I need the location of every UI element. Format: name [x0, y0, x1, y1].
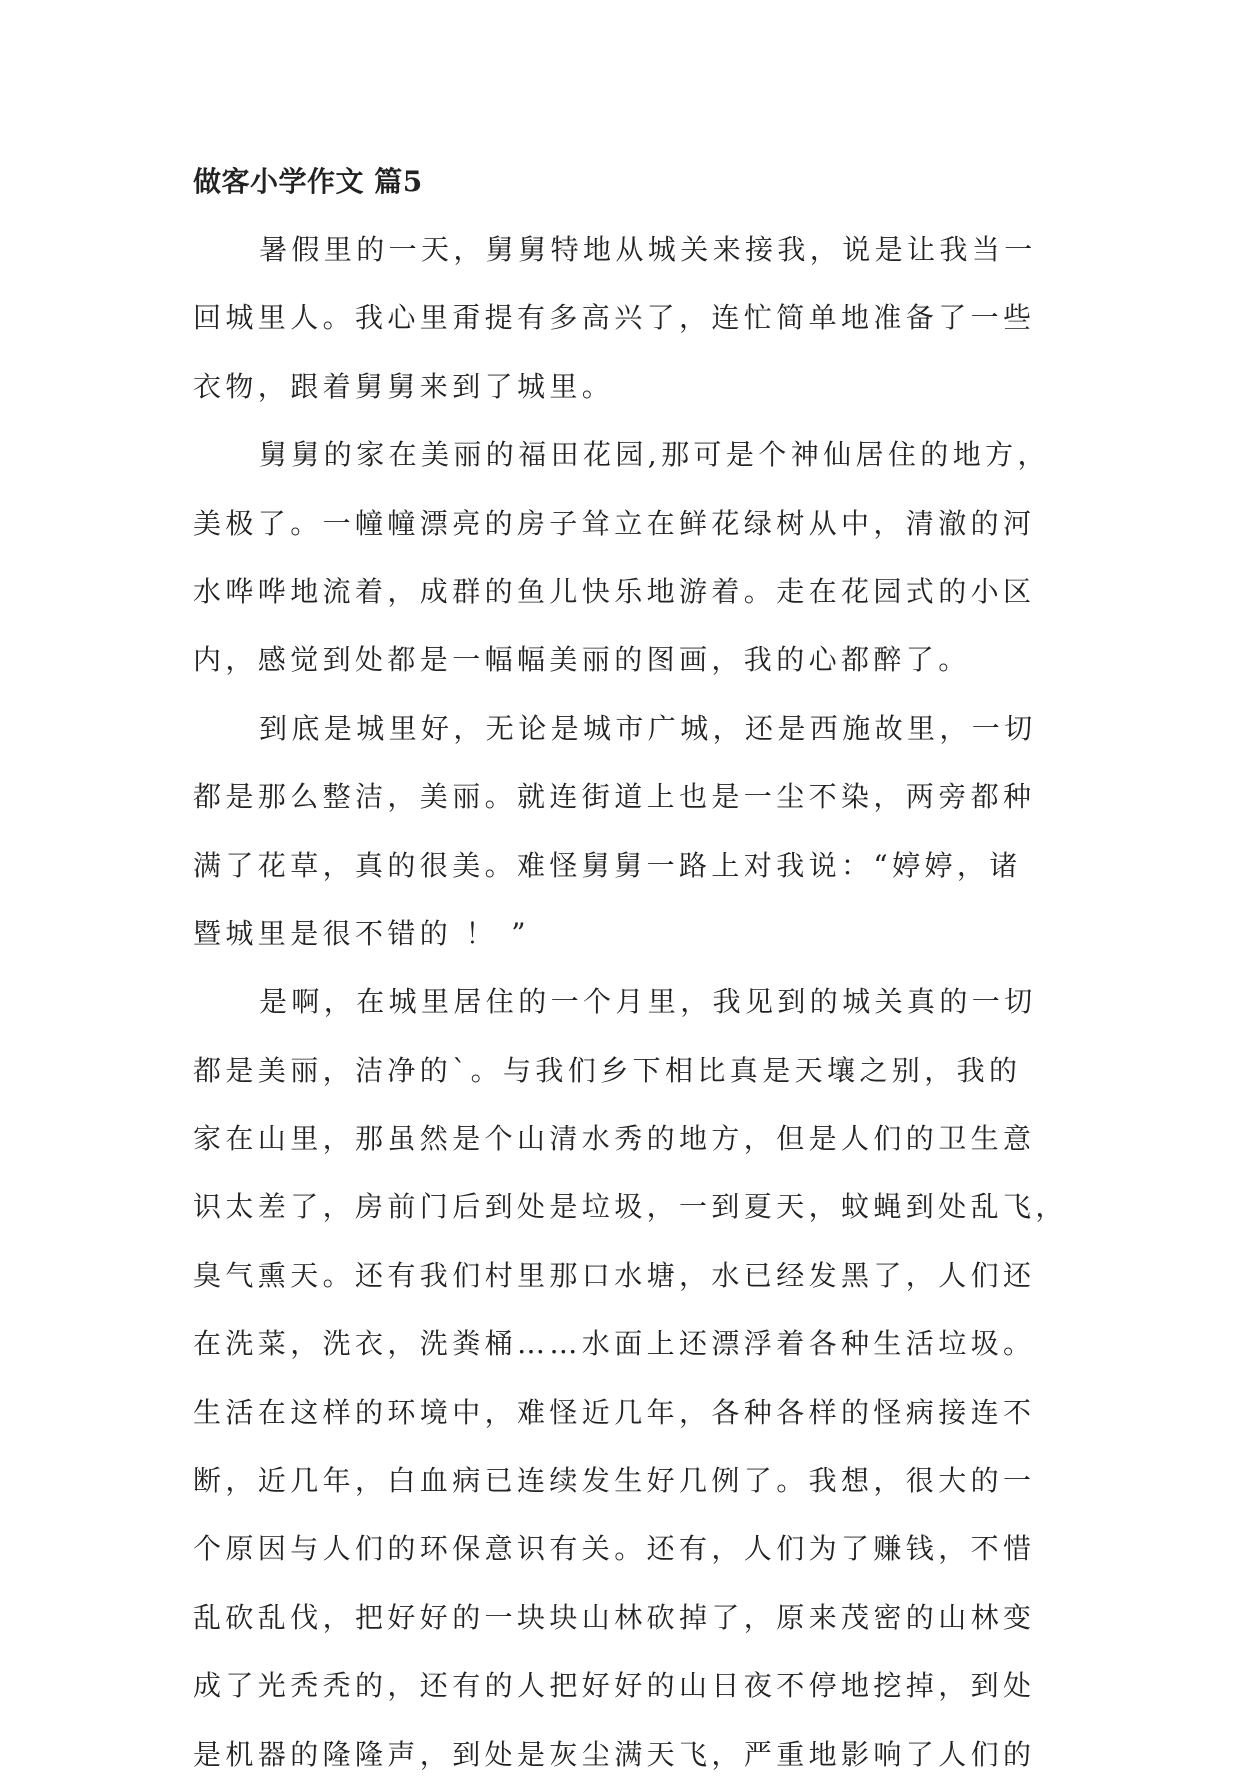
- text-line: 识太差了，房前门后到处是垃圾，一到夏天，蚊蝇到处乱飞，: [193, 1190, 1068, 1224]
- text-line: 臭气熏天。还有我们村里那口水塘，水已经发黑了，人们还: [193, 1258, 1036, 1292]
- text-line: 成了光秃秃的，还有的人把好好的山日夜不停地挖掉，到处: [193, 1669, 1036, 1703]
- document-body: [193, 148, 1068, 1789]
- text-line: 都是美丽，洁净的`。与我们乡下相比真是天壤之别，我的: [193, 1053, 1022, 1087]
- text-line: 断，近几年，白血病已连续发生好几例了。我想，很大的一: [193, 1464, 1036, 1498]
- text-line: 个原因与人们的环保意识有关。还有，人们为了赚钱，不惜: [193, 1532, 1036, 1566]
- paragraph-3: [193, 695, 1053, 969]
- text-line: 都是那么整洁，美丽。就连街道上也是一尘不染，两旁都种: [193, 780, 1036, 814]
- text-line: 在洗菜，洗衣，洗粪桶……水面上还漂浮着各种生活垃圾。: [193, 1327, 1036, 1361]
- text-line: 舅舅的家在美丽的福田花园,那可是个神仙居住的地方，: [259, 438, 1050, 472]
- text-line: 暑假里的一天，舅舅特地从城关来接我，说是让我当一: [259, 233, 1037, 266]
- text-line: 生活在这样的环境中，难怪近几年，各种各样的怪病接连不: [193, 1395, 1036, 1429]
- text-line: 乱砍乱伐，把好好的一块块山林砍掉了，原来茂密的山林变: [193, 1600, 1036, 1634]
- text-line: 到底是城里好，无论是城市广城，还是西施故里，一切: [259, 711, 1037, 745]
- text-line: 美极了。一幢幢漂亮的房子耸立在鲜花绿树从中，清澈的河: [193, 506, 1036, 540]
- text-line: 回城里人。我心里甭提有多高兴了，连忙简单地准备了一些: [193, 301, 1036, 335]
- text-line: 满了花草，真的很美。难怪舅舅一路上对我说：“婷婷，诸: [193, 848, 1022, 882]
- paragraph-2: [193, 421, 1053, 695]
- text-line: 内，感觉到处都是一幅幅美丽的图画，我的心都醉了。: [193, 643, 971, 677]
- paragraph-1: [193, 216, 1053, 421]
- text-line: 是啊，在城里居住的一个月里，我见到的城关真的一切: [259, 985, 1037, 1019]
- document-title: 做客小学作文 篇5: [193, 165, 423, 198]
- text-line: 是机器的隆隆声，到处是灰尘满天飞，严重地影响了人们的: [193, 1737, 1036, 1771]
- paragraph-4: [193, 968, 1068, 1789]
- text-line: 水哗哗地流着，成群的鱼儿快乐地游着。走在花园式的小区: [193, 574, 1036, 608]
- text-line: 衣物，跟着舅舅来到了城里。: [193, 369, 615, 403]
- text-line: 家在山里，那虽然是个山清水秀的地方，但是人们的卫生意: [193, 1122, 1036, 1156]
- text-line: 暨城里是很不错的 ！ ”: [193, 916, 530, 950]
